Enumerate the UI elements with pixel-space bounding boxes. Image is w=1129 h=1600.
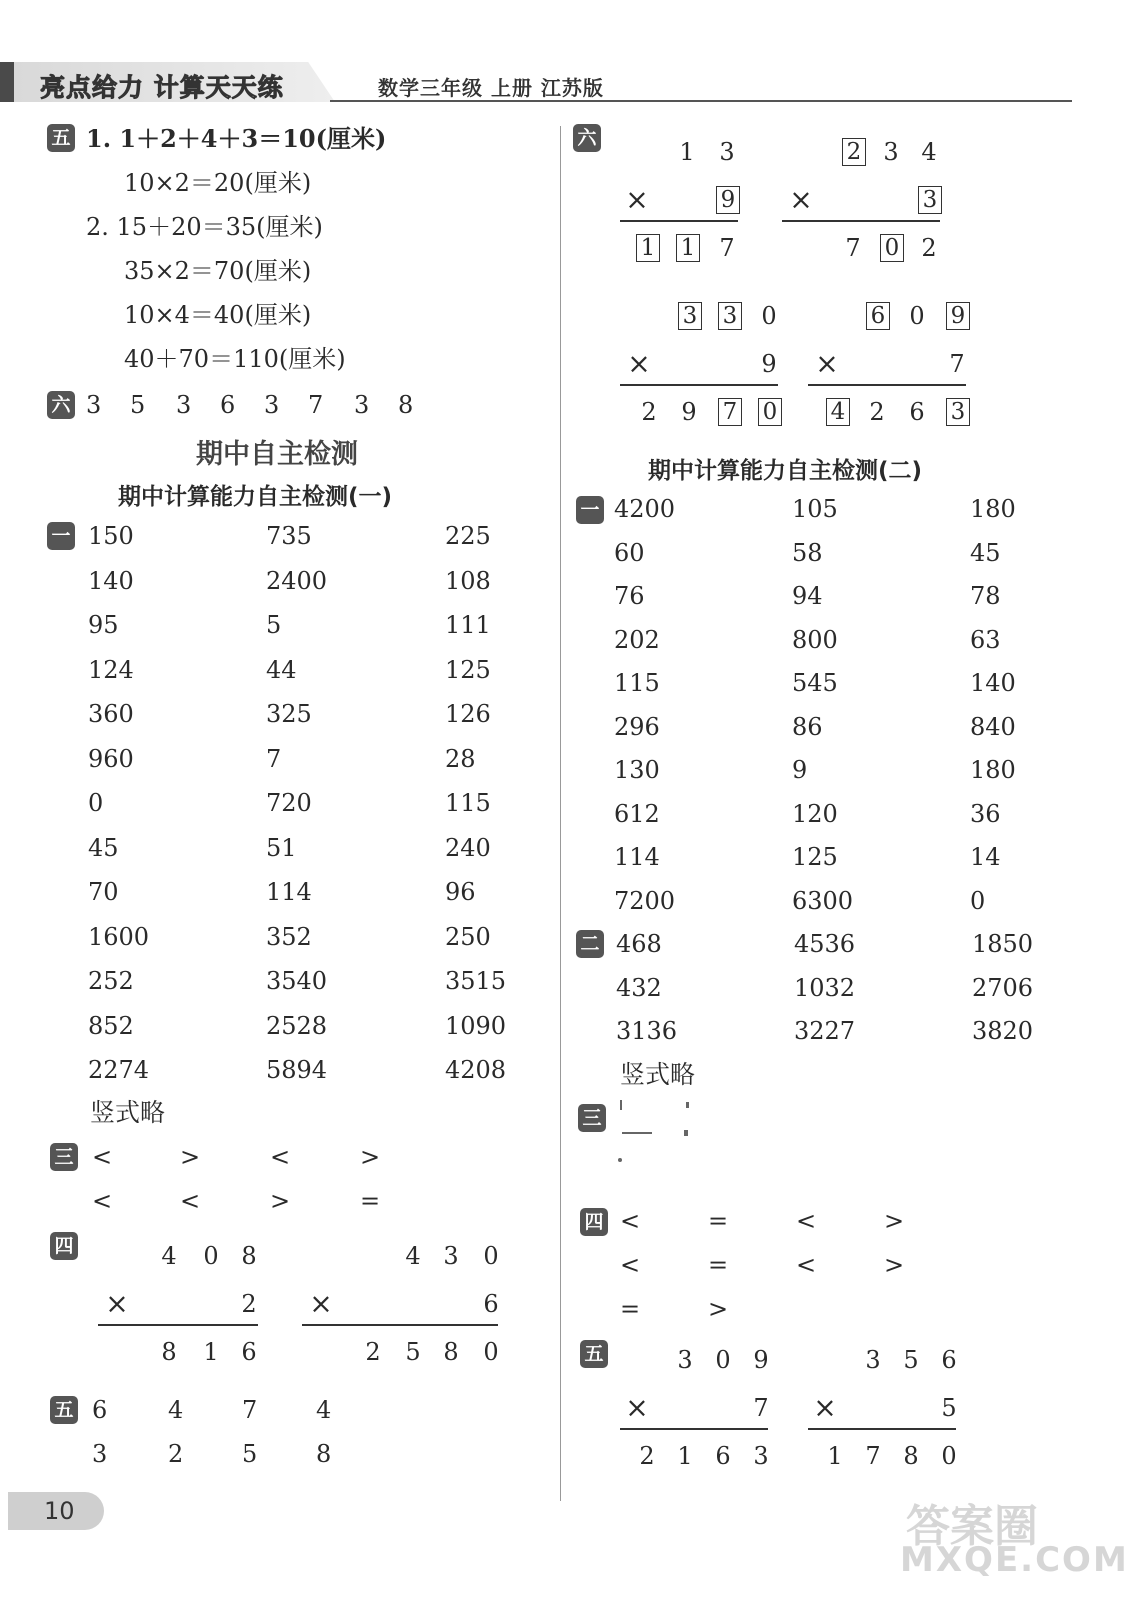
multiplicand-digit: 3	[443, 1242, 459, 1270]
answer-value: 125	[792, 843, 838, 871]
times-sign: ×	[789, 183, 813, 216]
answer-value: 7	[266, 744, 282, 773]
answer-value: 352	[266, 922, 312, 951]
answer-value: 4536	[794, 930, 856, 958]
ink-mark	[620, 1100, 622, 1110]
answer-value: 115	[614, 669, 660, 697]
answer-value: 140	[970, 669, 1016, 697]
multiplicand-digit: 4	[161, 1242, 177, 1270]
answer-value: 86	[792, 712, 823, 741]
answer-value: 7200	[614, 886, 676, 915]
answer-value: 468	[616, 930, 662, 958]
answer-value: 2706	[972, 973, 1034, 1002]
ink-mark	[618, 1158, 622, 1162]
answer-value: 250	[445, 922, 491, 951]
answer-value: 7	[308, 391, 324, 419]
product-digit: 6	[909, 398, 925, 426]
multiplicand-digit: 3	[677, 1346, 693, 1374]
multiplicand-digit: 4	[921, 138, 937, 166]
answer-value: 6300	[792, 886, 854, 915]
answer-line: 40＋70＝110(厘米)	[124, 345, 346, 373]
answer-value: 1032	[794, 973, 856, 1002]
product-digit: 3	[753, 1442, 769, 1470]
answer-value: 3	[92, 1440, 108, 1468]
answer-value: 325	[266, 700, 312, 728]
answer-value: 5	[242, 1440, 258, 1468]
comparison-sign: =	[708, 1251, 729, 1279]
multiplicand-digit: 5	[903, 1346, 919, 1374]
product-digit: 4	[826, 398, 850, 426]
product-digit: 1	[676, 234, 700, 262]
answer-value: 2	[168, 1440, 184, 1468]
product-digit: 9	[681, 398, 697, 426]
comparison-sign: <	[620, 1207, 641, 1235]
answer-value: 180	[970, 495, 1016, 523]
section-badge-4-right: 四	[580, 1208, 608, 1236]
multiplicand-digit: 3	[865, 1346, 881, 1374]
multiplicand-digit: 8	[241, 1242, 257, 1270]
product-digit: 7	[845, 234, 861, 262]
product-digit: 2	[869, 398, 885, 426]
multiplicand-digit: 3	[883, 138, 899, 166]
answer-value: 0	[88, 789, 104, 817]
answer-value: 111	[445, 611, 491, 639]
product-digit: 2	[641, 398, 657, 426]
product-digit: 0	[483, 1338, 499, 1366]
answer-value: 108	[445, 566, 491, 595]
multiplicand-digit: 6	[941, 1346, 957, 1374]
answer-value: 840	[970, 712, 1016, 741]
answer-value: 225	[445, 522, 491, 550]
answer-line: 10×4＝40(厘米)	[124, 301, 312, 329]
answer-value: 3515	[445, 967, 507, 995]
multiplicand-digit: 1	[679, 138, 695, 166]
test2-title: 期中计算能力自主检测(二)	[648, 458, 923, 484]
answer-value: 852	[88, 1011, 134, 1040]
answer-value: 4208	[445, 1056, 507, 1084]
answer-value: 2274	[88, 1056, 150, 1084]
section-badge-2-right: 二	[576, 930, 604, 958]
vertical-omitted-note: 竖式略	[90, 1098, 166, 1127]
answer-line: 2. 15＋20＝35(厘米)	[86, 213, 323, 241]
page-number: 10	[8, 1492, 104, 1530]
multiplicand-digit: 9	[753, 1346, 769, 1374]
comparison-sign: <	[620, 1251, 641, 1279]
answer-value: 150	[88, 522, 134, 550]
answer-value: 180	[970, 756, 1016, 784]
header-edge-bar	[0, 62, 14, 102]
answer-value: 51	[266, 833, 297, 862]
multiplicand-digit: 0	[909, 302, 925, 330]
underline-rule	[302, 1324, 498, 1326]
answer-value: 9	[792, 756, 808, 784]
comparison-sign: >	[884, 1207, 905, 1235]
answer-value: 70	[88, 878, 119, 906]
multiplicand-digit: 0	[203, 1242, 219, 1270]
answer-value: 296	[614, 712, 660, 741]
product-digit: 0	[758, 398, 782, 426]
comparison-sign: <	[796, 1207, 817, 1235]
answer-value: 5	[266, 611, 282, 639]
answer-value: 3	[176, 391, 192, 419]
comparison-sign: >	[360, 1143, 381, 1171]
watermark-url: MXQE.COM	[900, 1540, 1129, 1580]
multiplicand-digit: 3	[719, 138, 735, 166]
product-digit: 8	[161, 1338, 177, 1366]
answer-value: 45	[970, 538, 1001, 567]
section-badge-3-right: 三	[578, 1104, 606, 1132]
product-digit: 7	[865, 1442, 881, 1470]
subject-title: 数学三年级 上册 江苏版	[378, 76, 604, 100]
answer-value: 720	[266, 789, 312, 817]
comparison-sign: <	[796, 1251, 817, 1279]
multiplicand-digit: 3	[678, 302, 702, 330]
section-badge-6: 六	[47, 391, 75, 419]
times-sign: ×	[627, 347, 651, 380]
answer-value: 0	[970, 886, 986, 915]
multiplier-digit: 9	[716, 186, 740, 214]
times-sign: ×	[105, 1287, 129, 1320]
answer-line: 35×2＝70(厘米)	[124, 257, 312, 285]
underline-rule	[808, 1428, 956, 1430]
answer-value: 1850	[972, 930, 1034, 958]
comparison-sign: <	[92, 1143, 113, 1171]
comparison-sign: <	[180, 1187, 201, 1215]
answer-value: 960	[88, 744, 134, 773]
answer-value: 4	[168, 1396, 184, 1424]
answer-value: 4	[316, 1396, 332, 1424]
underline-rule	[620, 220, 738, 222]
multiplicand-digit: 6	[866, 302, 890, 330]
answer-value: 5894	[266, 1056, 328, 1084]
multiplicand-digit: 2	[842, 138, 866, 166]
section-badge-3: 三	[50, 1143, 78, 1171]
product-digit: 1	[636, 234, 660, 262]
section-badge-4: 四	[50, 1232, 78, 1260]
answer-value: 3136	[616, 1017, 678, 1045]
answer-value: 3820	[972, 1017, 1034, 1045]
multiplier-digit: 7	[949, 350, 965, 378]
product-digit: 2	[365, 1338, 381, 1366]
answer-value: 8	[398, 391, 414, 419]
section-badge-1: 一	[47, 522, 75, 550]
multiplier-digit: 7	[753, 1394, 769, 1422]
answer-value: 63	[970, 625, 1001, 654]
product-digit: 7	[718, 398, 742, 426]
product-digit: 1	[827, 1442, 843, 1470]
product-digit: 1	[203, 1338, 219, 1366]
answer-value: 4200	[614, 495, 676, 523]
answer-value: 76	[614, 582, 645, 610]
product-digit: 1	[677, 1442, 693, 1470]
answer-value: 14	[970, 843, 1001, 871]
multiplicand-digit: 0	[715, 1346, 731, 1374]
answer-value: 78	[970, 582, 1001, 610]
section-badge-5b: 五	[50, 1396, 78, 1424]
answer-value: 800	[792, 625, 838, 654]
ink-mark	[686, 1102, 689, 1108]
vertical-omitted-note-right: 竖式略	[620, 1060, 696, 1089]
times-sign: ×	[625, 183, 649, 216]
comparison-sign: <	[92, 1187, 113, 1215]
answer-value: 360	[88, 700, 134, 728]
section-badge-5: 五	[47, 124, 75, 152]
answer-value: 60	[614, 538, 645, 567]
ink-mark	[622, 1132, 652, 1134]
answer-value: 3	[354, 391, 370, 419]
answer-value: 2528	[266, 1011, 328, 1040]
multiplicand-digit: 0	[483, 1242, 499, 1270]
answer-value: 95	[88, 611, 119, 639]
answer-value: 114	[614, 843, 660, 871]
answer-value: 115	[445, 789, 491, 817]
product-digit: 2	[639, 1442, 655, 1470]
product-digit: 8	[443, 1338, 459, 1366]
multiplier-digit: 2	[241, 1290, 257, 1318]
multiplier-digit: 9	[761, 350, 777, 378]
answer-value: 94	[792, 582, 823, 610]
answer-value: 3540	[266, 967, 328, 995]
answer-value: 3	[264, 391, 280, 419]
answer-value: 96	[445, 878, 476, 906]
answer-value: 124	[88, 655, 134, 684]
answer-value: 2400	[266, 566, 328, 595]
comparison-sign: =	[360, 1187, 381, 1215]
section-badge-6-right: 六	[573, 124, 601, 152]
answer-value: 3227	[794, 1017, 856, 1045]
answer-value: 3	[86, 391, 102, 419]
product-digit: 6	[715, 1442, 731, 1470]
answer-value: 1090	[445, 1011, 507, 1040]
answer-value: 105	[792, 495, 838, 523]
answer-value: 240	[445, 833, 491, 862]
answer-value: 28	[445, 744, 476, 773]
comparison-sign: >	[270, 1187, 291, 1215]
answer-value: 545	[792, 669, 838, 697]
comparison-sign: =	[620, 1295, 641, 1323]
multiplier-digit: 6	[483, 1290, 499, 1318]
times-sign: ×	[625, 1391, 649, 1424]
answer-value: 252	[88, 967, 134, 995]
times-sign: ×	[813, 1391, 837, 1424]
watermark-logo: 答案圈	[906, 1501, 1038, 1552]
multiplicand-digit: 0	[761, 302, 777, 330]
product-digit: 3	[946, 398, 970, 426]
answer-value: 6	[92, 1396, 108, 1424]
answer-value: 5	[130, 391, 146, 419]
multiplier-digit: 5	[941, 1394, 957, 1422]
multiplicand-digit: 9	[946, 302, 970, 330]
ink-mark	[684, 1130, 688, 1136]
answer-value: 202	[614, 625, 660, 654]
answer-value: 120	[792, 799, 838, 828]
answer-value: 140	[88, 566, 134, 595]
answer-line: 10×2＝20(厘米)	[124, 169, 312, 197]
multiplicand-digit: 4	[405, 1242, 421, 1270]
underline-rule	[782, 220, 940, 222]
comparison-sign: <	[270, 1143, 291, 1171]
answer-value: 44	[266, 655, 297, 684]
underline-rule	[98, 1324, 258, 1326]
product-digit: 6	[241, 1338, 257, 1366]
comparison-sign: =	[708, 1207, 729, 1235]
section-badge-5-right: 五	[580, 1340, 608, 1368]
answer-value: 114	[266, 878, 312, 906]
multiplier-digit: 3	[918, 186, 942, 214]
answer-value: 126	[445, 700, 491, 728]
test1-title: 期中计算能力自主检测(一)	[118, 484, 393, 510]
answer-value: 125	[445, 655, 491, 684]
product-digit: 2	[921, 234, 937, 262]
section-badge-1-right: 一	[576, 496, 604, 524]
answer-value: 8	[316, 1440, 332, 1468]
answer-value: 1600	[88, 922, 150, 951]
underline-rule	[808, 384, 966, 386]
comparison-sign: >	[708, 1295, 729, 1323]
answer-value: 6	[220, 391, 236, 419]
column-divider	[560, 126, 561, 1501]
product-digit: 7	[719, 234, 735, 262]
answer-value: 7	[242, 1396, 258, 1424]
times-sign: ×	[309, 1287, 333, 1320]
product-digit: 8	[903, 1442, 919, 1470]
multiplicand-digit: 3	[718, 302, 742, 330]
comparison-sign: >	[180, 1143, 201, 1171]
answer-value: 130	[614, 756, 660, 784]
answer-value: 612	[614, 799, 660, 828]
product-digit: 5	[405, 1338, 421, 1366]
answer-value: 58	[792, 538, 823, 567]
product-digit: 0	[880, 234, 904, 262]
answer-value: 36	[970, 799, 1001, 828]
midterm-title: 期中自主检测	[196, 439, 358, 470]
times-sign: ×	[815, 347, 839, 380]
brand-title: 亮点给力 计算天天练	[40, 73, 284, 102]
comparison-sign: >	[884, 1251, 905, 1279]
answer-value: 735	[266, 522, 312, 550]
underline-rule	[620, 1428, 768, 1430]
underline-rule	[620, 384, 778, 386]
answer-line: 1. 1＋2＋4＋3＝10(厘米)	[86, 124, 387, 153]
answer-value: 432	[616, 973, 662, 1002]
answer-value: 45	[88, 833, 119, 862]
product-digit: 0	[941, 1442, 957, 1470]
